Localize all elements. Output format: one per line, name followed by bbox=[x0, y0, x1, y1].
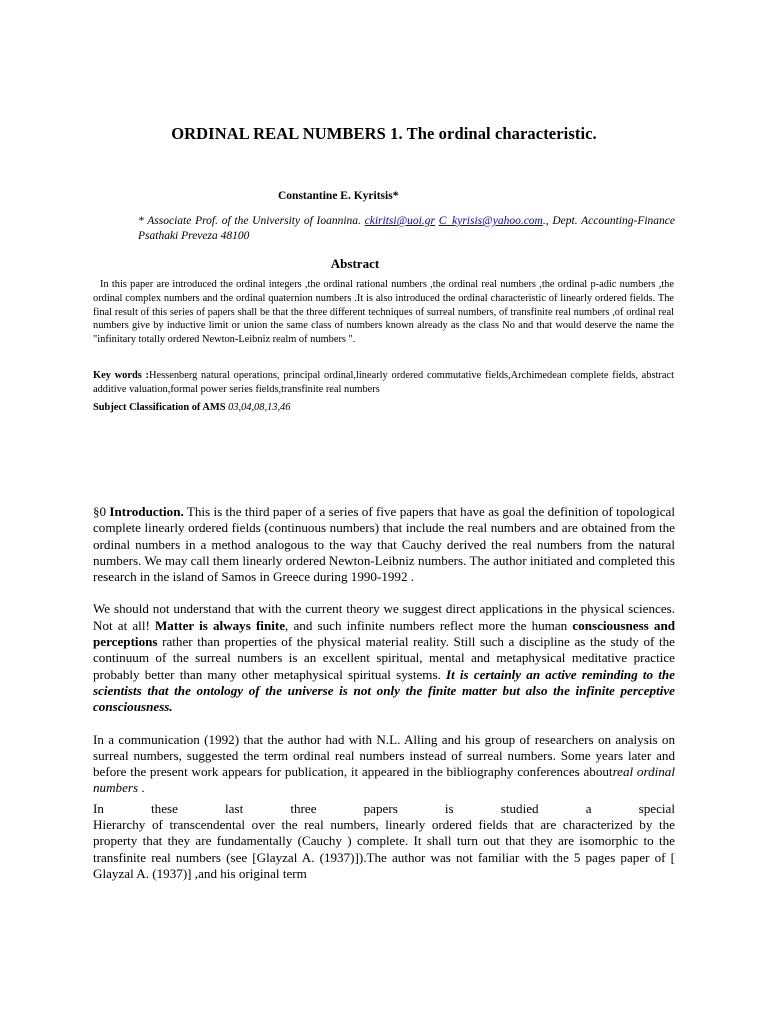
p2-bold-a: Matter is always finite bbox=[154, 617, 286, 633]
p2-bold-italic: It is certainly an active reminding to the scientists that the ontology of the universe is not only the finite matter but also the infinite perceptive consciousness. bbox=[93, 666, 675, 715]
intro-paragraph-4 bbox=[93, 801, 675, 882]
p3-text-a: In a communication (1992) that the author had with N.L. Alling and his group of researchers on analysis on surreal numbers, suggested the term ordinal real numbers instead of surreal numbers. Some years later and before the present work appears for publication, it appeared in the bibliography conferences about bbox=[93, 731, 675, 780]
p3-italic: real ordinal numbers bbox=[93, 764, 675, 796]
email-link-2[interactable]: C_kyrisis@yahoo.com bbox=[438, 215, 543, 227]
main-body bbox=[93, 504, 675, 882]
p4-text: Hierarchy of transcendental over the real numbers, linearly ordered fields that are characterized by the property that they are fundamentally (Cauchy ) complete. It shall turn out that they are isomorphic to the transfinite real numbers (see [Glayzal A. (1937)]).The author was not familiar with the 5 pages paper of [ Glayzal A. (1937)] ,and his original term bbox=[93, 817, 675, 881]
paper-title bbox=[0, 124, 768, 144]
affiliation-prefix: * Associate Prof. of the University of Ioannina. bbox=[138, 215, 361, 227]
abstract-heading: Abstract bbox=[330, 256, 380, 271]
section-heading: Introduction. bbox=[109, 504, 184, 519]
ams-classification bbox=[93, 402, 674, 413]
intro-paragraph-1 bbox=[93, 504, 675, 585]
p2-text-b: , and such infinite numbers reflect more the human bbox=[285, 617, 573, 633]
p4-first-line: In these last three papers is studied a special bbox=[93, 800, 675, 816]
p3-text-b: . bbox=[138, 780, 145, 796]
title-sub: . The ordinal characteristic. bbox=[398, 124, 597, 143]
affiliation-suffix: ., Dept. Accounting-Finance Psathaki Preveza 48100 bbox=[138, 215, 675, 242]
intro-text-1: This is the third paper of a series of five papers that have as goal the definition of topological complete linearly ordered fields (continuous numbers) that include the real numbers and are obtained from the ordinal numbers in a method analogous to the way that Cauchy derived the real numbers from the natural numbers. We may call them linearly ordered Newton-Leibniz numbers. The author initiated and completed this research in the island of Samos in Greece during 1990-1992 . bbox=[93, 504, 675, 585]
ams-label: Subject Classification of AMS bbox=[93, 402, 226, 413]
author-name: Constantine E. Kyritsis* bbox=[278, 190, 399, 202]
p2-text-c: rather than properties of the physical material reality. Still such a discipline as the study of the continuum of the surreal numbers is an excellent spiritual, mental and metaphysical meditative practice probably better than many other metaphysical spiritual systems. bbox=[93, 634, 675, 682]
intro-paragraph-3 bbox=[93, 732, 675, 797]
abstract-text: In this paper are introduced the ordinal integers ,the ordinal rational numbers ,the ordinal real numbers ,the ordinal p-adic numbers ,the ordinal complex numbers and the ordinal quaternion numbers .It is also introduced the ordinal characteristic of linearly ordered fields. The final result of this series of papers shall be that the three different techniques of surreal numbers, of transfinite real numbers ,of ordinal real numbers give by inductive limit or union the same class of numbers known already as the class No and that would deserve the name the "infinitary totally ordered Newton-Leibniz realm of numbers ". bbox=[93, 279, 674, 346]
author-affiliation bbox=[138, 214, 675, 244]
keywords bbox=[93, 369, 674, 396]
p2-bold-b: consciousness and perceptions bbox=[93, 617, 676, 650]
ams-codes: 03,04,08,13,46 bbox=[225, 402, 291, 413]
title-main: ORDINAL REAL NUMBERS 1 bbox=[171, 124, 399, 143]
keywords-label: Key words : bbox=[93, 370, 149, 381]
section-marker: §0 bbox=[93, 504, 110, 519]
p2-text-a: We should not understand that with the current theory we suggest direct applications in the physical sciences. Not at all! bbox=[93, 601, 675, 633]
keywords-text: Hessenberg natural operations, principal ordinal,linearly ordered commutative fields,Archimedean complete fields, abstract additive valuation,formal power series fields,transfinite real numbers bbox=[93, 370, 674, 395]
email-link-1[interactable]: ckiritsi@uoi.gr bbox=[364, 215, 435, 227]
intro-paragraph-2 bbox=[93, 601, 675, 715]
